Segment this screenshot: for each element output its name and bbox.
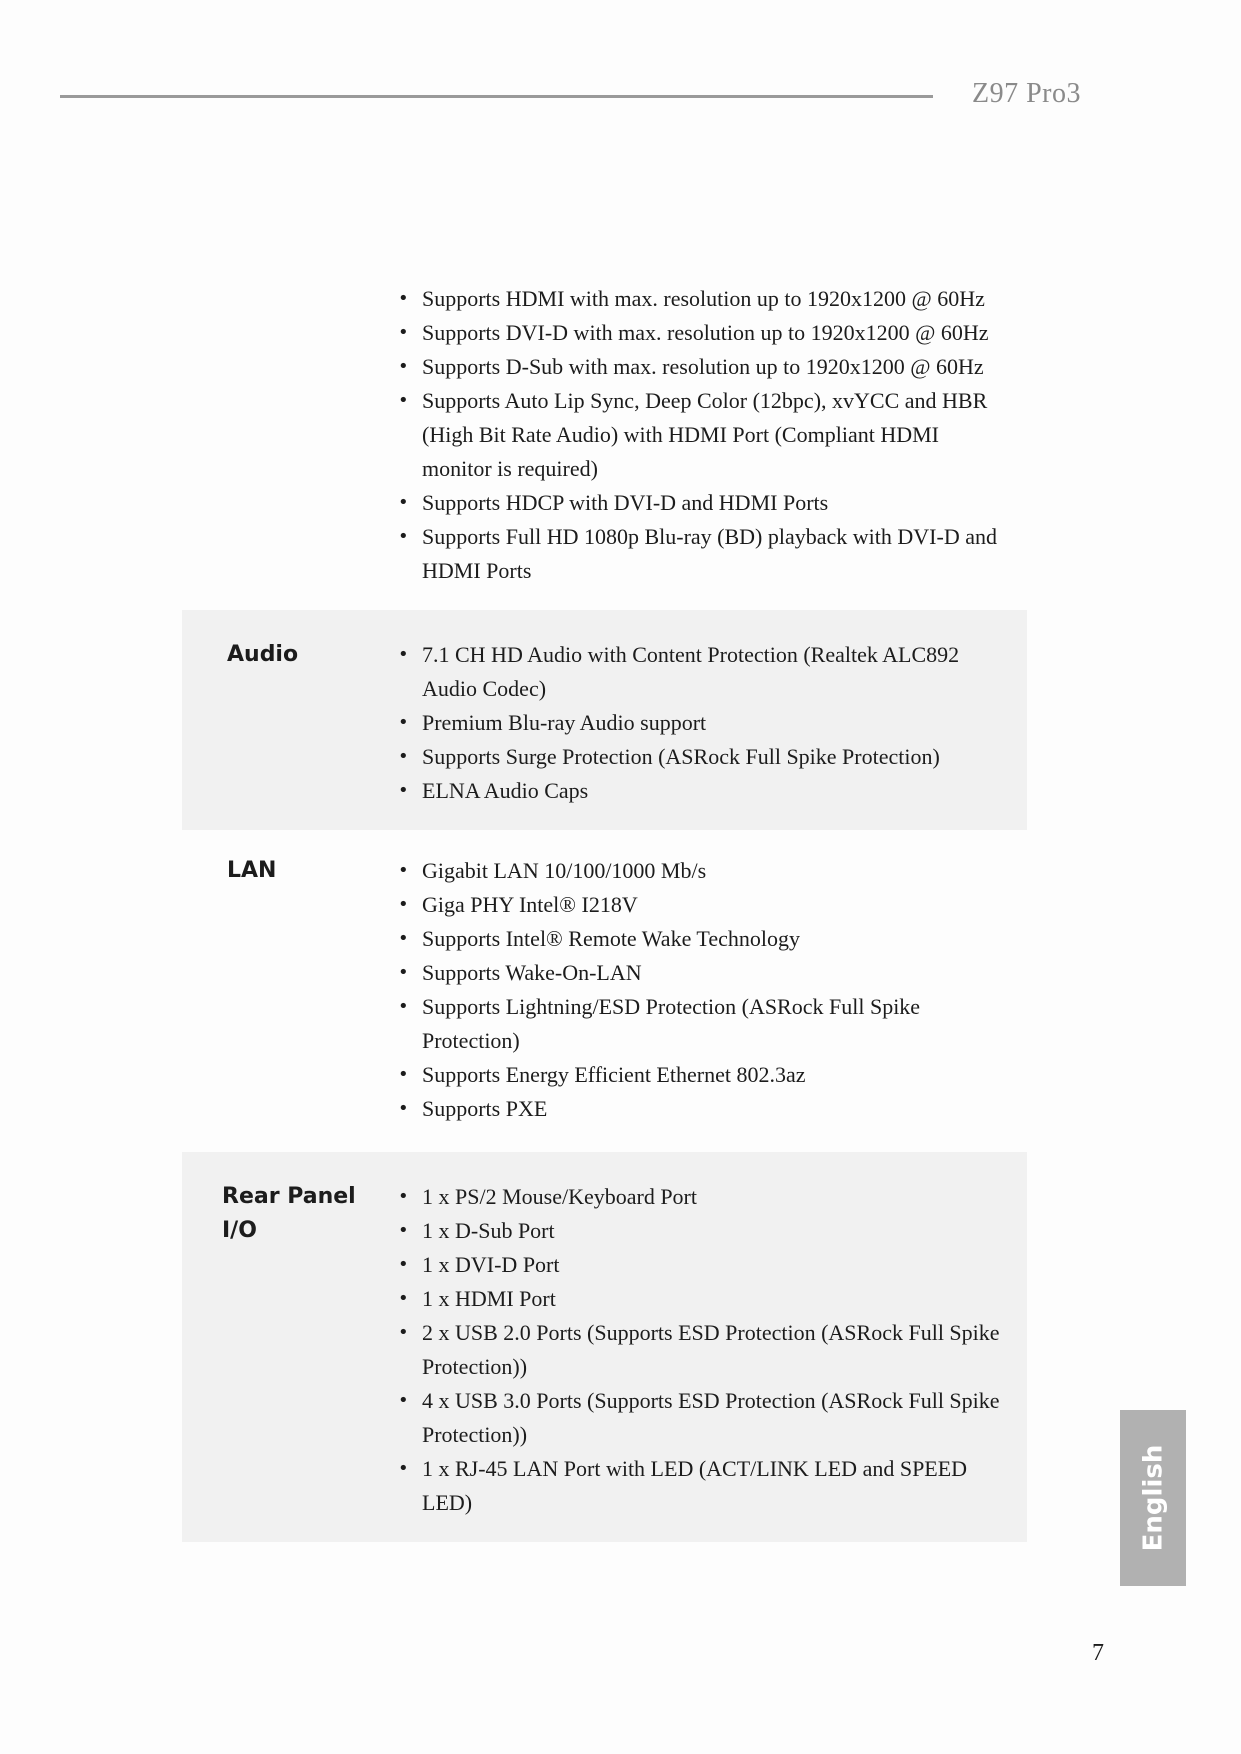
list-item: • Supports Full HD 1080p Blu-ray (BD) playback with DVI-D and HDMI Ports bbox=[422, 520, 1012, 588]
bullet-icon: • bbox=[398, 1098, 409, 1119]
list-item: • ELNA Audio Caps bbox=[422, 774, 1012, 808]
spec-label-rear-panel bbox=[182, 1180, 422, 1520]
list-item: • 1 x PS/2 Mouse/Keyboard Port bbox=[422, 1180, 1012, 1214]
list-item: • Giga PHY Intel® I218V bbox=[422, 888, 1012, 922]
bullet-icon: • bbox=[398, 780, 409, 801]
spec-label-lan: LAN bbox=[227, 858, 277, 883]
list-item: • Supports D-Sub with max. resolution up to 1920x1200 @ 60Hz bbox=[422, 350, 1012, 384]
list-item: • Supports Auto Lip Sync, Deep Color (12bpc), xvYCC and HBR (High Bit Rate Audio) with HDMI Port (Compliant HDMI monitor is required) bbox=[422, 384, 1012, 486]
bullet-icon: • bbox=[398, 322, 409, 343]
list-item: • 1 x HDMI Port bbox=[422, 1282, 1012, 1316]
list-item: • Supports Wake-On-LAN bbox=[422, 956, 1012, 990]
bullet-icon: • bbox=[398, 1322, 409, 1343]
spec-label-audio: Audio bbox=[227, 642, 299, 667]
list-item: • Supports Surge Protection (ASRock Full Spike Protection) bbox=[422, 740, 1012, 774]
list-item: • Supports PXE bbox=[422, 1092, 1012, 1126]
bullet-icon: • bbox=[398, 1254, 409, 1275]
spec-row-audio bbox=[182, 610, 1027, 830]
bullet-icon: • bbox=[398, 860, 409, 881]
spec-label-graphics bbox=[182, 282, 422, 588]
spec-list-lan bbox=[398, 854, 1012, 1126]
list-item: • Supports HDMI with max. resolution up to 1920x1200 @ 60Hz bbox=[422, 282, 1012, 316]
bullet-icon: • bbox=[398, 1458, 409, 1479]
bullet-icon: • bbox=[398, 1220, 409, 1241]
bullet-icon: • bbox=[398, 644, 409, 665]
spec-row-lan bbox=[182, 830, 1027, 1152]
language-tab-label: English bbox=[1138, 1444, 1169, 1552]
bullet-icon: • bbox=[398, 894, 409, 915]
language-tab bbox=[1120, 1410, 1186, 1586]
list-item: • 7.1 CH HD Audio with Content Protection (Realtek ALC892 Audio Codec) bbox=[422, 638, 1012, 706]
spec-table bbox=[182, 282, 1027, 1542]
bullet-icon: • bbox=[398, 928, 409, 949]
bullet-icon: • bbox=[398, 996, 409, 1017]
bullet-icon: • bbox=[398, 1390, 409, 1411]
list-item: • 1 x DVI-D Port bbox=[422, 1248, 1012, 1282]
list-item: • Premium Blu-ray Audio support bbox=[422, 706, 1012, 740]
list-item: • Supports Energy Efficient Ethernet 802.3az bbox=[422, 1058, 1012, 1092]
spec-label-rear-panel-line1: Rear Panel bbox=[222, 1184, 356, 1209]
bullet-icon: • bbox=[398, 1288, 409, 1309]
bullet-icon: • bbox=[398, 356, 409, 377]
bullet-icon: • bbox=[398, 1064, 409, 1085]
bullet-icon: • bbox=[398, 712, 409, 733]
header-rule bbox=[60, 95, 933, 98]
list-item: • Supports Intel® Remote Wake Technology bbox=[422, 922, 1012, 956]
bullet-icon: • bbox=[398, 288, 409, 309]
bullet-icon: • bbox=[398, 492, 409, 513]
bullet-icon: • bbox=[398, 526, 409, 547]
list-item: • 4 x USB 3.0 Ports (Supports ESD Protection (ASRock Full Spike Protection)) bbox=[422, 1384, 1012, 1452]
bullet-icon: • bbox=[398, 746, 409, 767]
spec-label-rear-panel-line2: I/O bbox=[222, 1218, 257, 1243]
bullet-icon: • bbox=[398, 962, 409, 983]
list-item: • Supports HDCP with DVI-D and HDMI Ports bbox=[422, 486, 1012, 520]
list-item: • Supports DVI-D with max. resolution up to 1920x1200 @ 60Hz bbox=[422, 316, 1012, 350]
list-item: • 1 x RJ-45 LAN Port with LED (ACT/LINK LED and SPEED LED) bbox=[422, 1452, 1012, 1520]
spec-row-rear-panel bbox=[182, 1152, 1027, 1542]
spec-list-audio bbox=[398, 638, 1012, 808]
bullet-icon: • bbox=[398, 1186, 409, 1207]
bullet-icon: • bbox=[398, 390, 409, 411]
spec-row-graphics bbox=[182, 282, 1027, 610]
model-title: Z97 Pro3 bbox=[972, 78, 1081, 109]
list-item: • 2 x USB 2.0 Ports (Supports ESD Protection (ASRock Full Spike Protection)) bbox=[422, 1316, 1012, 1384]
list-item: • Supports Lightning/ESD Protection (ASRock Full Spike Protection) bbox=[422, 990, 1012, 1058]
list-item: • Gigabit LAN 10/100/1000 Mb/s bbox=[422, 854, 1012, 888]
list-item: • 1 x D-Sub Port bbox=[422, 1214, 1012, 1248]
spec-list-rear-panel bbox=[398, 1180, 1012, 1520]
spec-list-graphics bbox=[398, 282, 1012, 588]
page-number: 7 bbox=[1092, 1640, 1104, 1666]
